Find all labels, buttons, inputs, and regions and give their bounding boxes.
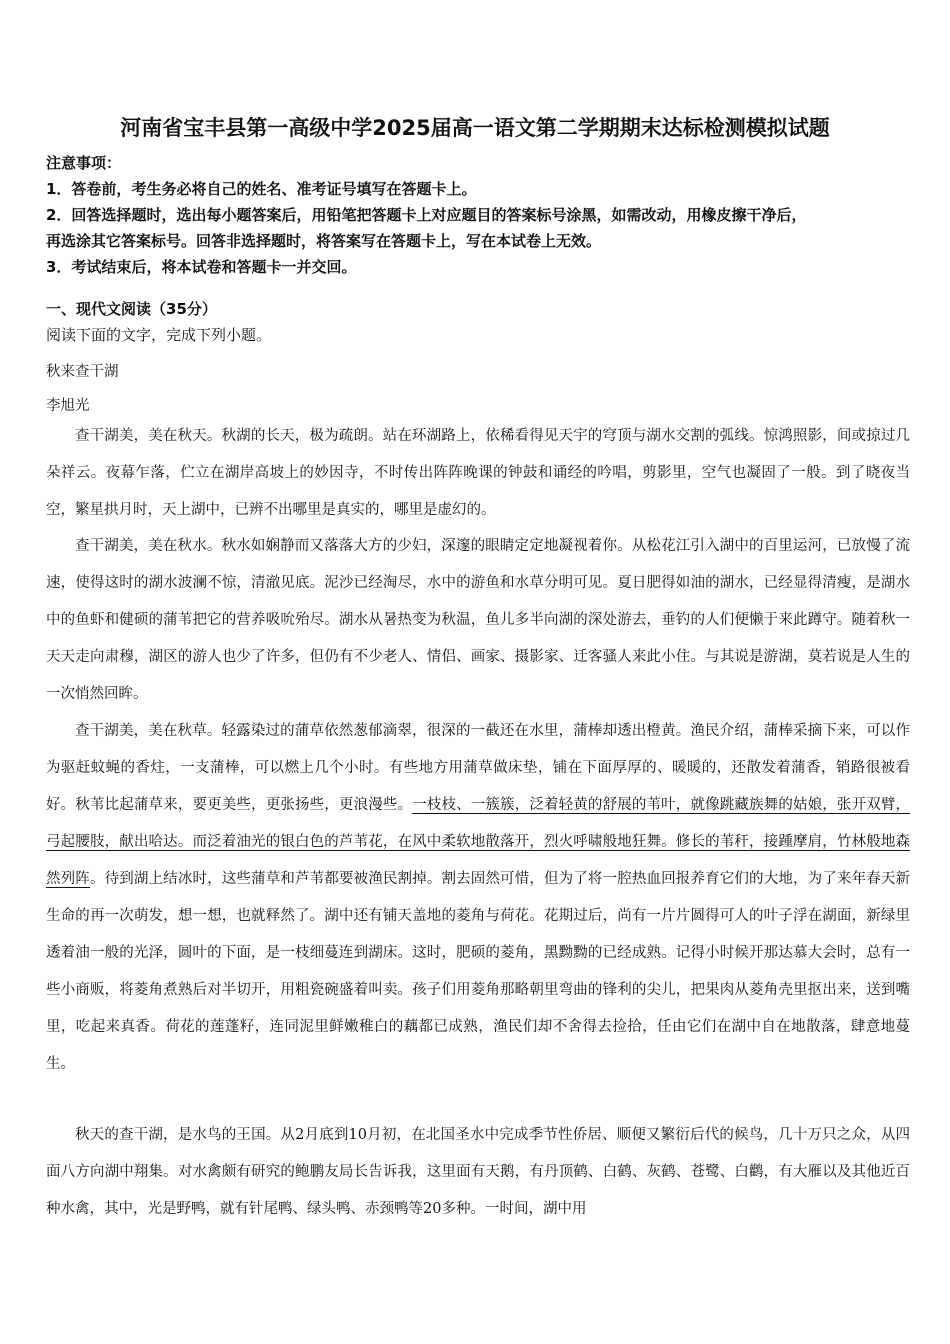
exam-title: 河南省宝丰县第一高级中学2025届高一语文第二学期期末达标检测模拟试题: [120, 116, 830, 140]
notice-block: [46, 150, 916, 280]
paragraph-3-part-b: 。待到湖上结冰时，这些蒲草和芦苇都要被渔民割掉。割去固然可惜，但为了将一腔热血回报养育它们的大地，为了来年春天新生命的再一次萌发，想一想，也就释然了。湖中还有铺天盖地的菱角与荷花。花期过后，尚有一片片圆得可人的叶子浮在湖面，新绿里透着油一般的光泽，圆叶的下面，是一枝细蔓连到湖床。这时，肥硕的菱角，黑黝黝的已经成熟。记得小时候开那达慕大会时，总有一些小商贩，将菱角煮熟后对半切开，用粗瓷碗盛着叫卖。孩子们用菱角那略朝里弯曲的锋利的尖儿，把果肉从菱角壳里抠出来，送到嘴里，吃起来真香。荷花的莲蓬籽，连同泥里鲜嫩稚白的藕都已成熟，渔民们却不舍得去捡拾，任由它们在湖中自在地散落，肆意地蔓生。: [46, 871, 911, 1072]
notice-item: 3．考试结束后，将本试卷和答题卡一并交回。: [46, 258, 357, 276]
section-instruction: 阅读下面的文字，完成下列小题。: [46, 326, 272, 344]
paragraph-2: 查干湖美，美在秋水。秋水如娴静而又落落大方的少妇，深邃的眼睛定定地凝视着你。从松花江引入湖中的百里运河，已放慢了流速，使得这时的湖水波澜不惊，清澈见底。泥沙已经淘尽，水中的游鱼和水草分明可见。夏日肥得如油的湖水，已经显得清瘦，是湖水中的鱼虾和健硕的蒲苇把它的营养吸吮殆尽。湖水从暑热变为秋温，鱼儿多半向湖的深处游去，垂钓的人们便懒于来此蹲守。随着秋一天天走向肃穆，湖区的游人也少了许多，但仍有不少老人、情侣、画家、摄影家、迁客骚人来此小住。与其说是游湖，莫若说是人生的一次悄然回眸。: [46, 538, 910, 702]
article-author: 李旭光: [46, 398, 90, 414]
notice-item: 1．答卷前，考生务必将自己的姓名、准考证号填写在答题卡上。: [46, 180, 477, 198]
paragraph-4: 秋天的查干湖，是水鸟的王国。从2月底到10月初，在北国圣水中完成季节性侨居、顺便又繁衍后代的候鸟，几十万只之众，从四面八方向湖中翔集。对水禽颇有研究的鲍鹏友局长告诉我，这里面有天鹅，有丹顶鹤、白鹤、灰鹤、苍鹭、白鹳，有大雁以及其他近百种水禽，其中，光是野鸭，就有针尾鸭、绿头鸭、赤颈鸭等20多种。一时间，湖中用: [46, 1127, 910, 1217]
paragraph-3: [46, 713, 910, 1083]
underlined-passage: 一枝枝、一簇簇，泛着轻黄的舒展的苇叶，就像跳藏族舞的姑娘，张开双臂，弓起腰肢，献出哈达。而泛着油光的银白色的芦苇花，在风中柔软地散落开，烈火呼啸般地狂舞。修长的苇秆，接踵摩肩，竹林般地森然列阵: [46, 797, 911, 887]
paragraph-1: 查干湖美，美在秋天。秋湖的长天，极为疏朗。站在环湖路上，依稀看得见天宇的穹顶与湖水交割的弧线。惊鸿照影，间或掠过几朵祥云。夜幕乍落，伫立在湖岸高坡上的妙因寺，不时传出阵阵晚课的钟鼓和诵经的吟唱，剪影里，空气也凝固了一般。到了晓夜当空，繁星拱月时，天上湖中，已辨不出哪里是真实的，哪里是虚幻的。: [46, 428, 910, 518]
notice-item: 再选涂其它答案标号。回答非选择题时，将答案写在答题卡上，写在本试卷上无效。: [46, 232, 602, 250]
section-header: [46, 296, 916, 348]
notice-item: 2．回答选择题时，选出每小题答案后，用铅笔把答题卡上对应题目的答案标号涂黑，如需改动，用橡皮擦干净后，: [46, 206, 807, 224]
paragraph-3-part-a: 查干湖美，美在秋草。轻露染过的蒲草依然葱郁滴翠，很深的一截还在水里，蒲棒却透出橙黄。渔民介绍，蒲棒采摘下来，可以作为驱赶蚊蝇的香炷，一支蒲棒，可以燃上几个小时。有些地方用蒲草做床垫，铺在下面厚厚的、暖暖的，还散发着蒲香，销路很被看好。秋苇比起蒲草来，要更美些，更张扬些，更浪漫些。: [46, 723, 910, 813]
article-title: 秋来查干湖: [46, 364, 119, 380]
notice-heading: 注意事项：: [46, 154, 122, 172]
section-heading: 一、现代文阅读（35分）: [46, 300, 217, 318]
